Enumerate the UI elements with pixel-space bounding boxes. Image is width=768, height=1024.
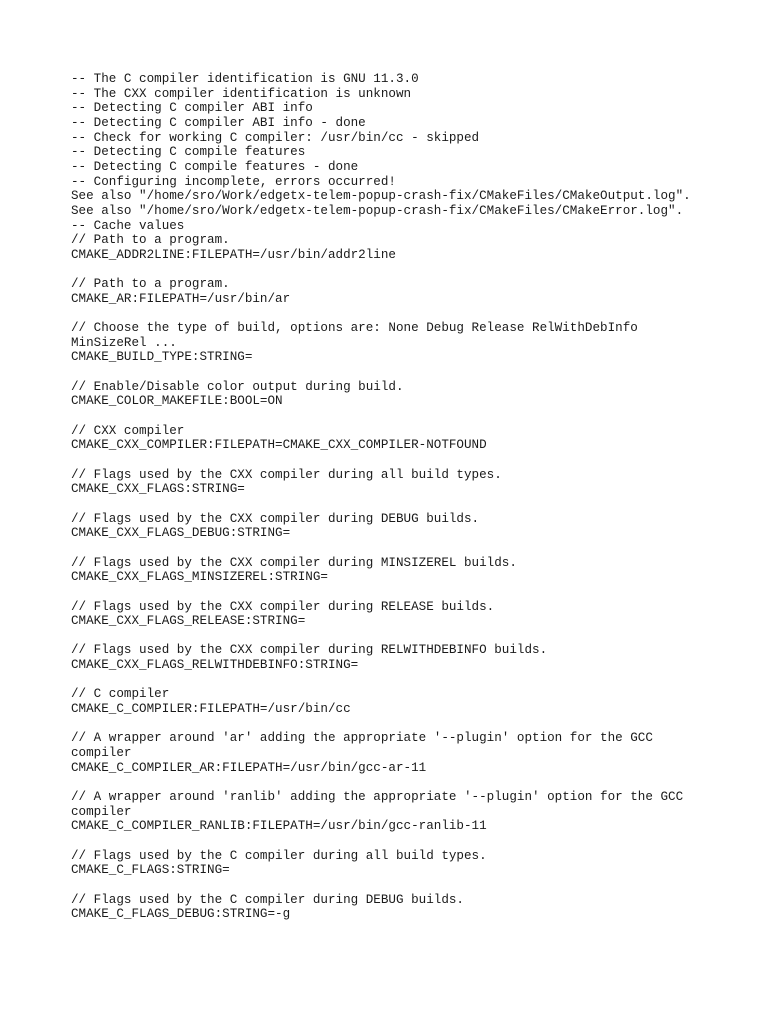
cache-entry-line: CMAKE_CXX_FLAGS_RELWITHDEBINFO:STRING= [71, 658, 359, 673]
blank-line [71, 541, 751, 556]
status-line: -- Check for working C compiler: /usr/bin/cc - skipped [71, 130, 480, 145]
see-also-line: See also "/home/sro/Work/edgetx-telem-popup-crash-fix/CMakeFiles/CMakeError.log". [71, 203, 684, 218]
log-line: MinSizeRel ... [71, 335, 177, 350]
cache-entry-line: CMAKE_C_COMPILER:FILEPATH=/usr/bin/cc [71, 702, 351, 717]
blank-line [71, 263, 751, 278]
cache-entry-line: CMAKE_C_FLAGS:STRING= [71, 863, 230, 878]
cache-comment-line: // Flags used by the C compiler during all build types. [71, 848, 487, 863]
cache-comment-line: // Path to a program. [71, 277, 230, 292]
cache-entry-line: CMAKE_COLOR_MAKEFILE:BOOL=ON [71, 394, 283, 409]
cache-comment-line: // Enable/Disable color output during build. [71, 379, 404, 394]
log-line: compiler [71, 804, 132, 819]
cache-entry-line: CMAKE_CXX_FLAGS:STRING= [71, 482, 245, 497]
cache-entry-line: CMAKE_CXX_FLAGS_DEBUG:STRING= [71, 526, 291, 541]
cache-comment-line: // Flags used by the CXX compiler during DEBUG builds. [71, 511, 480, 526]
blank-line [71, 834, 751, 849]
cache-entry-line: CMAKE_CXX_FLAGS_MINSIZEREL:STRING= [71, 570, 328, 585]
status-line: -- The C compiler identification is GNU 11.3.0 [71, 72, 419, 86]
blank-line [71, 629, 751, 644]
log-line: compiler [71, 746, 132, 761]
cache-entry-line: CMAKE_C_COMPILER_RANLIB:FILEPATH=/usr/bin/gcc-ranlib-11 [71, 819, 487, 834]
cache-entry-line: CMAKE_C_FLAGS_DEBUG:STRING=-g [71, 907, 291, 922]
status-line: -- Detecting C compile features [71, 145, 306, 160]
cache-comment-line: // Choose the type of build, options are: None Debug Release RelWithDebInfo [71, 321, 638, 336]
blank-line [71, 585, 751, 600]
status-line: -- Detecting C compile features - done [71, 159, 359, 174]
cache-comment-line: // C compiler [71, 687, 170, 702]
cache-entry-line: CMAKE_CXX_FLAGS_RELEASE:STRING= [71, 614, 306, 629]
status-line: -- Configuring incomplete, errors occurred! [71, 174, 396, 189]
status-line: -- The CXX compiler identification is unknown [71, 86, 412, 101]
blank-line [71, 409, 751, 424]
cache-comment-line: // A wrapper around 'ranlib' adding the appropriate '--plugin' option for the GCC [71, 789, 684, 804]
cache-entry-line: CMAKE_AR:FILEPATH=/usr/bin/ar [71, 291, 291, 306]
cache-comment-line: // Flags used by the CXX compiler during all build types. [71, 467, 502, 482]
blank-line [71, 365, 751, 380]
status-line: -- Cache values [71, 218, 185, 233]
status-line: -- Detecting C compiler ABI info - done [71, 115, 366, 130]
cache-comment-line: // Flags used by the C compiler during DEBUG builds. [71, 892, 464, 907]
status-line: -- Detecting C compiler ABI info [71, 101, 313, 116]
build-log-text [71, 72, 751, 922]
cache-comment-line: // CXX compiler [71, 423, 185, 438]
cache-comment-line: // Flags used by the CXX compiler during RELWITHDEBINFO builds. [71, 643, 548, 658]
cache-entry-line: CMAKE_C_COMPILER_AR:FILEPATH=/usr/bin/gcc-ar-11 [71, 760, 427, 775]
cache-entry-line: CMAKE_BUILD_TYPE:STRING= [71, 350, 253, 365]
blank-line [71, 453, 751, 468]
blank-line [71, 306, 751, 321]
cache-comment-line: // Path to a program. [71, 233, 230, 248]
cache-comment-line: // Flags used by the CXX compiler during RELEASE builds. [71, 599, 495, 614]
cache-entry-line: CMAKE_ADDR2LINE:FILEPATH=/usr/bin/addr2line [71, 247, 396, 262]
blank-line [71, 497, 751, 512]
cache-comment-line: // A wrapper around 'ar' adding the appropriate '--plugin' option for the GCC [71, 731, 653, 746]
blank-line [71, 717, 751, 732]
cache-entry-line: CMAKE_CXX_COMPILER:FILEPATH=CMAKE_CXX_COMPILER-NOTFOUND [71, 438, 487, 453]
blank-line [71, 673, 751, 688]
blank-line [71, 775, 751, 790]
blank-line [71, 878, 751, 893]
cache-comment-line: // Flags used by the CXX compiler during MINSIZEREL builds. [71, 555, 517, 570]
see-also-line: See also "/home/sro/Work/edgetx-telem-popup-crash-fix/CMakeFiles/CMakeOutput.log". [71, 189, 691, 204]
